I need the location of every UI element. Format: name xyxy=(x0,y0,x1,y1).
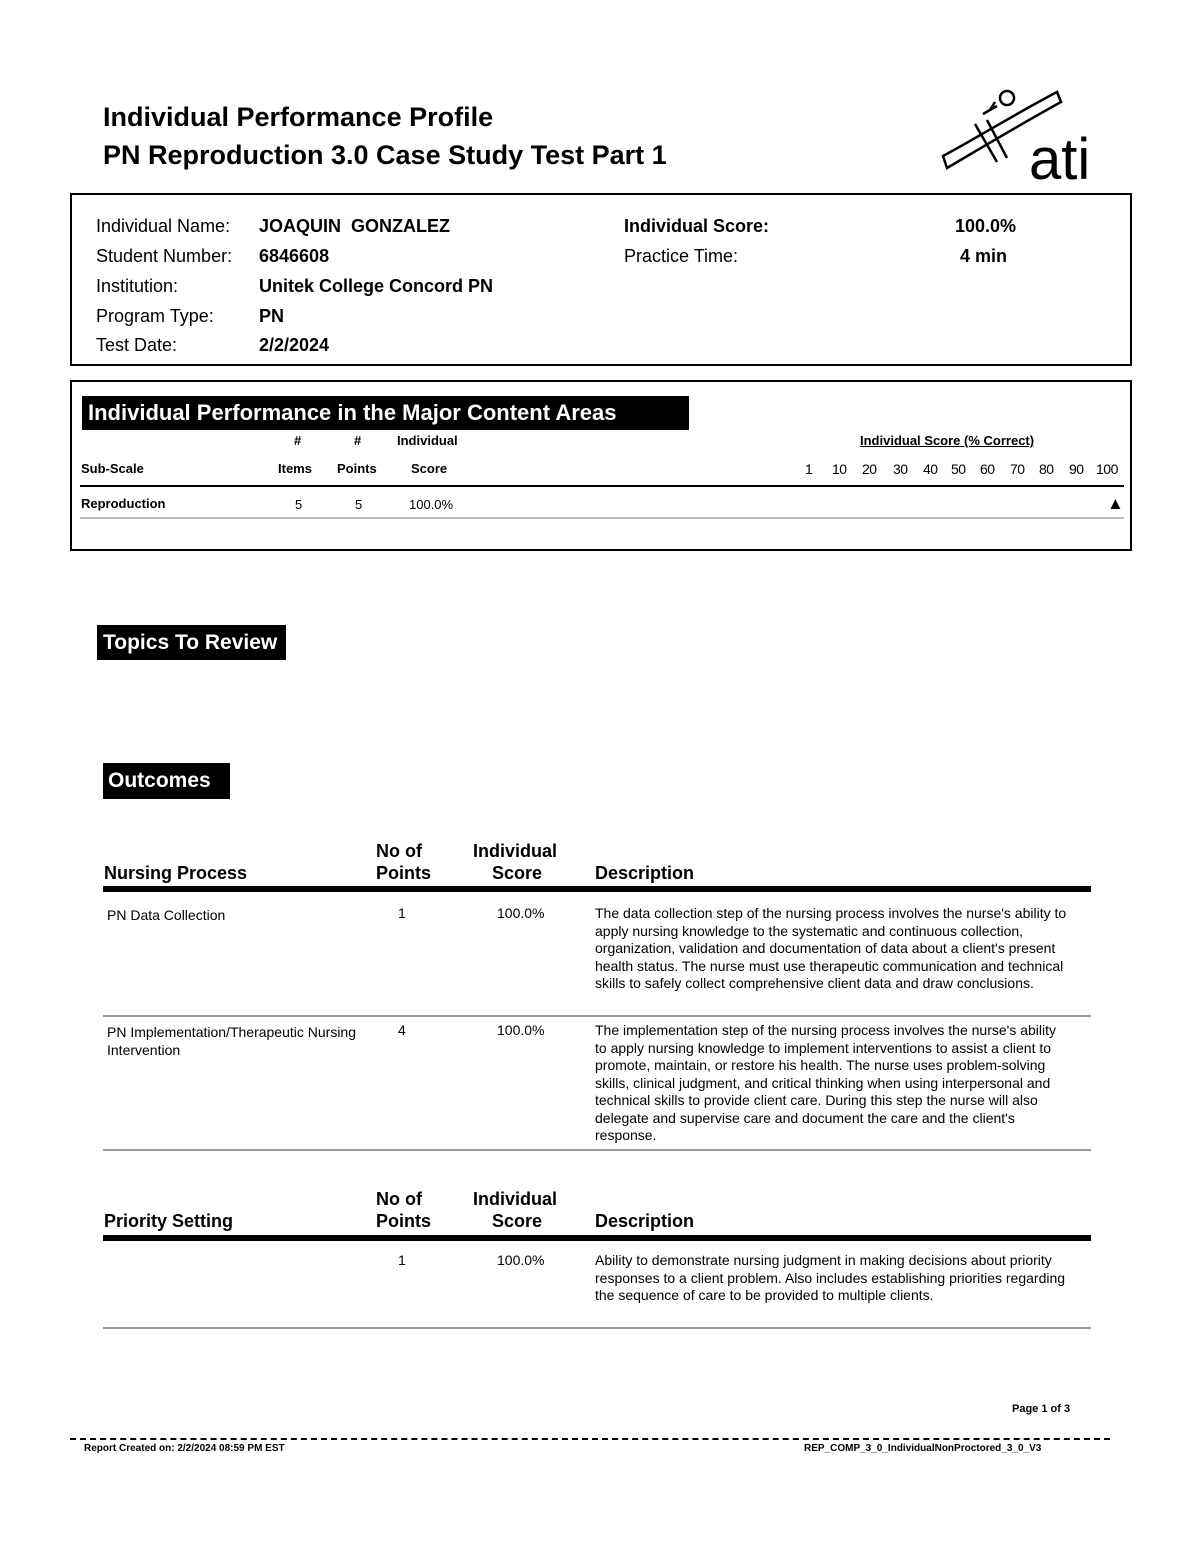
scale-tick: 50 xyxy=(951,461,966,477)
individual-score-label: Individual Score: xyxy=(624,216,770,236)
subscale-header: Sub-Scale xyxy=(81,461,144,476)
report-created: Report Created on: 2/2/2024 08:59 PM EST xyxy=(84,1443,285,1454)
outcome-points: 1 xyxy=(398,1252,406,1268)
footer-rule xyxy=(70,1438,1110,1440)
outcome-description: The data collection step of the nursing process involves the nurse's ability to apply nursing knowledge to the systematic and continuous collection, organization, validation and documentation of data about a client's present health status. The nurse must use therapeutic communication and technical skills to safely collect comprehensive client data and draw conclusions. xyxy=(595,905,1067,991)
ati-logo-text: ati xyxy=(1029,127,1091,184)
outcome-name: PN Data Collection xyxy=(107,907,226,923)
points-header-line2: Points xyxy=(376,1211,432,1231)
score-header-line2: Score xyxy=(492,863,543,883)
scale-tick: 100 xyxy=(1096,461,1118,477)
row-rule xyxy=(80,517,1124,519)
test-title: PN Reproduction 3.0 Case Study Test Part 1 xyxy=(103,140,667,170)
student-number-label: Student Number: xyxy=(96,246,233,266)
practice-time-label: Practice Time: xyxy=(624,246,739,266)
institution-label: Institution: xyxy=(96,276,179,296)
scale-tick: 1 xyxy=(805,461,813,477)
priority-setting-header: Priority Setting xyxy=(104,1211,234,1231)
outcome-score: 100.0% xyxy=(497,1022,545,1038)
outcome-points: 1 xyxy=(398,905,406,921)
outcome-description: Ability to demonstrate nursing judgment in making decisions about priority responses to a client problem. Also includes establishing priorities regarding the sequence of care to be provided to multiple clients. xyxy=(595,1252,1066,1303)
score-header-line1: Individual xyxy=(473,1189,558,1209)
program-type-value: PN xyxy=(259,306,285,326)
points-value: 5 xyxy=(355,497,363,512)
scale-tick: 40 xyxy=(923,461,938,477)
page-number: Page 1 of 3 xyxy=(1012,1403,1071,1415)
score-header: Score xyxy=(411,461,448,476)
points-header-line1: No of xyxy=(376,841,422,861)
scale-tick: 60 xyxy=(980,461,995,477)
report-id: REP_COMP_3_0_IndividualNonProctored_3_0_V3 xyxy=(804,1443,1042,1454)
items-value: 5 xyxy=(295,497,303,512)
subscale-name: Reproduction xyxy=(81,496,166,511)
scale-tick: 30 xyxy=(893,461,908,477)
scale-tick: 20 xyxy=(862,461,877,477)
major-content-heading: Individual Performance in the Major Content Areas xyxy=(82,396,689,430)
points-header-top: # xyxy=(354,433,362,448)
score-header-top: Individual xyxy=(397,433,458,448)
outcomes-heading: Outcomes xyxy=(103,763,230,799)
ati-logo xyxy=(935,84,1110,184)
chart-title: Individual Score (% Correct) xyxy=(860,433,1035,448)
table-header-rule xyxy=(103,886,1091,892)
items-header: Items xyxy=(278,461,312,476)
description-header: Description xyxy=(595,863,695,883)
row-rule xyxy=(103,1149,1091,1151)
points-header: Points xyxy=(337,461,377,476)
outcome-description: The implementation step of the nursing process involves the nurse's ability to apply nursing knowledge to implement interventions to assist a client to promote, maintain, or restore his health. The nurse uses problem-solving skills, clinical judgment, and critical thinking when using interpersonal and technical skills to provide client care. During this step the nurse will also delegate and supervise care and document the care and the client's response. xyxy=(595,1022,1057,1143)
test-date-label: Test Date: xyxy=(96,335,178,355)
outcome-score: 100.0% xyxy=(497,1252,545,1268)
name-label: Individual Name: xyxy=(96,216,231,236)
scale-tick: 90 xyxy=(1069,461,1084,477)
nursing-process-header: Nursing Process xyxy=(104,863,248,883)
test-date-value: 2/2/2024 xyxy=(259,335,330,355)
scale-tick: 80 xyxy=(1039,461,1054,477)
score-scale xyxy=(0,461,1200,481)
table-row xyxy=(0,496,1200,516)
scale-tick: 10 xyxy=(832,461,847,477)
points-header-line2: Points xyxy=(376,863,432,883)
individual-score-value: 100.0% xyxy=(955,216,1017,236)
name-value: JOAQUIN GONZALEZ xyxy=(259,216,451,236)
table-header-rule xyxy=(103,1235,1091,1241)
score-header-line1: Individual xyxy=(473,841,558,861)
topics-heading: Topics To Review xyxy=(97,625,286,660)
student-number-value: 6846608 xyxy=(259,246,330,266)
description-header: Description xyxy=(595,1211,695,1231)
score-value: 100.0% xyxy=(409,497,454,512)
outcome-score: 100.0% xyxy=(497,905,545,921)
table-rule xyxy=(80,485,1124,487)
practice-time-value: 4 min xyxy=(960,246,1008,266)
score-header-line2: Score xyxy=(492,1211,543,1231)
program-type-label: Program Type: xyxy=(96,306,214,326)
points-header-line1: No of xyxy=(376,1189,422,1209)
report-title: Individual Performance Profile xyxy=(103,102,494,132)
items-header-top: # xyxy=(294,433,302,448)
row-rule xyxy=(103,1327,1091,1329)
scale-tick: 70 xyxy=(1010,461,1025,477)
score-marker-icon: ▲ xyxy=(1107,494,1124,513)
institution-value: Unitek College Concord PN xyxy=(259,276,494,296)
outcome-points: 4 xyxy=(398,1022,406,1038)
outcome-name: PN Implementation/Therapeutic Nursing Intervention xyxy=(107,1024,357,1058)
row-rule xyxy=(103,1015,1091,1017)
